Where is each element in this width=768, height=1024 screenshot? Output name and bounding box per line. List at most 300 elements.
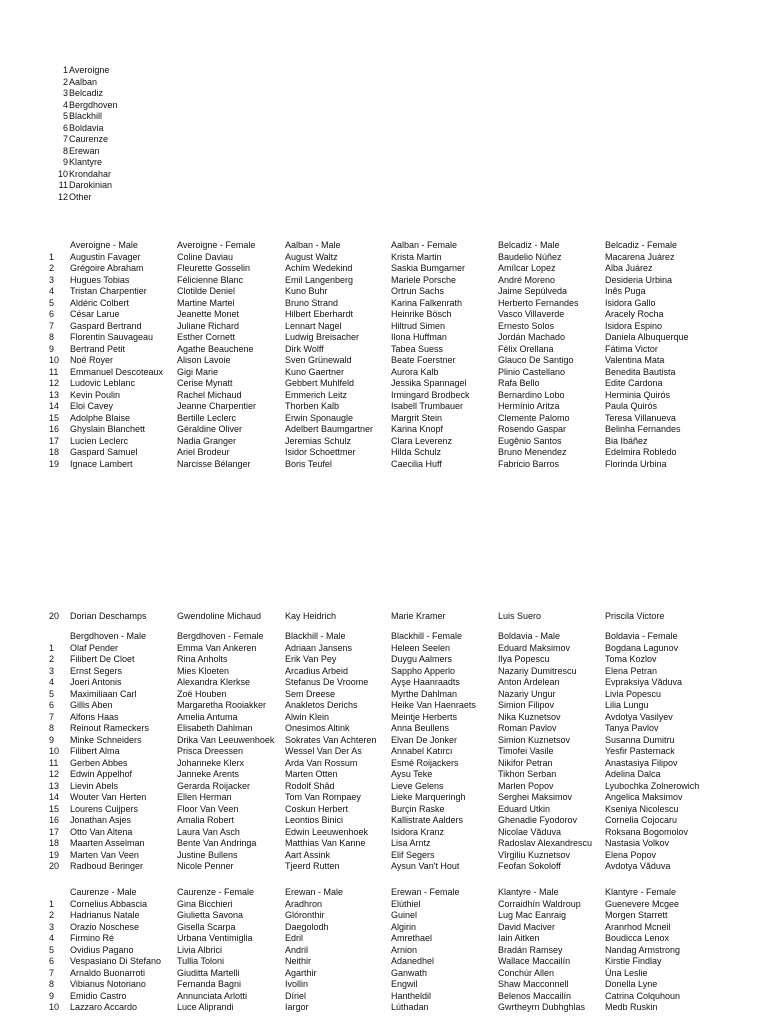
country-number: 11 xyxy=(58,180,68,190)
name-cell: Bia Ibáñez xyxy=(605,435,648,446)
row-number: 15 xyxy=(49,803,60,814)
name-table-averoigne-aalban-belcadiz xyxy=(0,240,768,623)
row-number: 9 xyxy=(49,343,55,354)
row-number: 6 xyxy=(49,956,55,966)
country-list-item xyxy=(55,169,118,181)
table-row xyxy=(0,275,768,287)
name-cell: Radoslav Alexandrescu xyxy=(498,838,593,848)
name-cell: Esther Cornett xyxy=(177,332,236,342)
country-name: Bergdhoven xyxy=(69,99,118,110)
name-cell: Ariel Brodeur xyxy=(177,447,230,457)
name-cell: Bradán Ramsey xyxy=(498,944,563,955)
name-cell: Zoë Houben xyxy=(177,688,227,699)
column-header: Bergdhoven - Female xyxy=(177,631,264,641)
name-cell: Shaw Macconnell xyxy=(498,979,569,989)
row-number: 12 xyxy=(49,378,60,388)
country-number: 4 xyxy=(62,99,68,110)
table-row xyxy=(0,447,768,459)
name-cell: Ghenadie Fyodorov xyxy=(498,815,578,825)
name-cell: Ludwig Breisacher xyxy=(285,332,360,342)
name-cell: Radboud Beringer xyxy=(70,861,144,871)
name-cell: Edelmira Robledo xyxy=(605,447,677,457)
name-cell: Heinrike Bösch xyxy=(391,309,452,319)
column-header: Erewan - Male xyxy=(285,887,344,897)
table-row xyxy=(0,643,768,655)
table-row xyxy=(0,378,768,390)
name-cell: Gisella Scarpa xyxy=(177,921,236,932)
name-cell: Edwin Leeuwenhoek xyxy=(285,826,369,837)
row-number: 1 xyxy=(49,642,55,653)
name-cell: Cerise Mynatt xyxy=(177,378,233,388)
name-cell: Vibianus Notoriano xyxy=(70,979,146,989)
name-cell: Belinha Fernandes xyxy=(605,424,681,434)
table-row xyxy=(0,910,768,922)
name-cell: Lieve Gelens xyxy=(391,780,444,791)
name-cell: Florentin Sauvageau xyxy=(70,332,154,342)
row-number: 4 xyxy=(49,677,55,687)
row-number: 6 xyxy=(49,309,55,319)
name-cell: Boris Teufel xyxy=(285,458,332,469)
name-cell: Emidio Castro xyxy=(70,990,127,1001)
name-cell: Arnion xyxy=(391,944,418,955)
name-cell: Ilona Huffman xyxy=(391,332,447,342)
name-cell: Isidora Espino xyxy=(605,320,663,331)
country-number: 10 xyxy=(57,168,68,179)
name-cell: Kirstie Findlay xyxy=(605,956,662,966)
name-cell: Matthias Van Kanne xyxy=(285,838,366,848)
name-cell: Mariele Porsche xyxy=(391,274,457,285)
name-cell: Florinda Urbina xyxy=(605,458,667,469)
name-cell: Feofan Sokoloff xyxy=(498,861,561,871)
name-cell: Gina Bicchieri xyxy=(177,898,233,909)
row-number: 2 xyxy=(49,910,55,920)
row-number: 15 xyxy=(49,412,60,423)
name-cell: Andril xyxy=(285,944,309,955)
name-cell: Coskun Herbert xyxy=(285,803,349,814)
name-cell: Avdotya Văduva xyxy=(605,861,671,871)
name-cell: Livia Albrici xyxy=(177,944,223,955)
table-row xyxy=(0,367,768,379)
row-number: 8 xyxy=(49,332,55,342)
row-number: 4 xyxy=(49,933,55,943)
name-cell: Amalia Robert xyxy=(177,815,235,825)
column-header: Erewan - Female xyxy=(391,887,460,897)
name-cell: Gerben Abbes xyxy=(70,757,128,768)
name-cell: Lazzaro Accardo xyxy=(70,1002,138,1012)
country-number: 7 xyxy=(62,134,68,144)
table-row xyxy=(0,436,768,448)
column-header: Aalban - Female xyxy=(391,240,458,250)
name-cell: Hilda Schulz xyxy=(391,447,442,457)
name-cell: Beate Foerstner xyxy=(391,355,456,365)
table-row xyxy=(0,838,768,850)
column-header: Belcadiz - Male xyxy=(498,240,560,250)
row-number: 17 xyxy=(49,435,60,446)
row-number: 10 xyxy=(49,1002,60,1012)
name-cell: Teresa Villanueva xyxy=(605,412,676,423)
name-cell: Vîrgiliu Kuznetsov xyxy=(498,849,571,860)
row-number: 1 xyxy=(49,251,55,262)
name-cell: Agarthir xyxy=(285,967,317,978)
table-row xyxy=(0,712,768,724)
name-table-bergdhoven-blackhill-boldavia xyxy=(0,631,768,873)
row-number: 19 xyxy=(49,849,60,860)
name-cell: Nikifor Petran xyxy=(498,757,553,768)
table-row xyxy=(0,424,768,436)
table-row xyxy=(0,991,768,1003)
table-row xyxy=(0,298,768,310)
name-cell: Bruno Strand xyxy=(285,297,339,308)
name-cell: Adelbert Baumgartner xyxy=(285,424,374,434)
name-cell: Hugues Tobias xyxy=(70,274,130,285)
country-name: Caurenze xyxy=(69,134,109,144)
name-cell: Saskia Bumgarner xyxy=(391,263,466,273)
name-cell: Kallistrate Aalders xyxy=(391,815,464,825)
row-number: 10 xyxy=(49,746,60,756)
name-cell: Filibert De Cloet xyxy=(70,654,135,664)
name-cell: Gebbert Muhlfeld xyxy=(285,378,355,388)
name-cell: Sven Grünewald xyxy=(285,355,352,365)
table-row xyxy=(0,286,768,298)
name-cell: Kseniya Nicolescu xyxy=(605,803,679,814)
name-cell: Aysun Van't Hout xyxy=(391,861,460,871)
name-cell: Bernardino Lobo xyxy=(498,389,565,400)
name-cell: Anastasiya Filipov xyxy=(605,757,678,768)
name-cell: Donella Lyne xyxy=(605,979,658,989)
name-cell: Clara Leverenz xyxy=(391,435,453,446)
row-number: 13 xyxy=(49,780,60,791)
country-name: Klantyre xyxy=(69,157,103,167)
name-cell: Úna Leslie xyxy=(605,967,648,978)
name-cell: Daegolodh xyxy=(285,921,329,932)
name-cell: Martine Martel xyxy=(177,297,235,308)
name-cell: Giuditta Martelli xyxy=(177,967,240,978)
table-row xyxy=(0,321,768,333)
name-cell: Emmanuel Descoteaux xyxy=(70,366,164,377)
name-cell: Aurora Kalb xyxy=(391,366,439,377)
name-cell: Meintje Herberts xyxy=(391,711,458,722)
name-cell: Isidora Gallo xyxy=(605,297,656,308)
name-cell: Prisca Dreessen xyxy=(177,746,244,756)
column-header: Averoigne - Male xyxy=(70,240,138,250)
name-cell: Nastasia Volkov xyxy=(605,838,670,848)
name-cell: Sappho Apperlo xyxy=(391,665,456,676)
name-cell: Annabel Katırcı xyxy=(391,746,453,756)
name-cell: Isabell Trumbauer xyxy=(391,401,464,411)
name-cell: Elena Petran xyxy=(605,665,658,676)
name-cell: Gaspard Samuel xyxy=(70,447,138,457)
name-cell: Priscila Victore xyxy=(605,611,665,621)
name-cell: Caecilia Huff xyxy=(391,458,442,469)
name-cell: Elvan De Jonker xyxy=(391,734,458,745)
country-list-item xyxy=(55,77,118,89)
column-header: Caurenze - Male xyxy=(70,887,137,897)
name-cell: Narcisse Bélanger xyxy=(177,458,251,469)
name-cell: Baudelio Núñez xyxy=(498,251,562,262)
name-cell: Gillis Aben xyxy=(70,700,113,710)
name-cell: Macarena Juárez xyxy=(605,251,675,262)
name-cell: Achim Wedekind xyxy=(285,263,353,273)
name-cell: Tullia Toloni xyxy=(177,956,225,966)
country-list-item xyxy=(55,123,118,135)
row-number: 8 xyxy=(49,723,55,733)
name-cell: Fleurette Gosselin xyxy=(177,263,251,273)
name-cell: Luce Aliprandi xyxy=(177,1002,234,1012)
name-cell: Giulietta Savona xyxy=(177,910,244,920)
name-cell: Ayşe Haanraadts xyxy=(391,677,460,687)
table-row xyxy=(0,677,768,689)
row-number: 5 xyxy=(49,297,55,308)
table-row xyxy=(0,933,768,945)
name-cell: Johanneke Klerx xyxy=(177,757,245,768)
name-cell: Díriel xyxy=(285,990,307,1001)
row-number: 5 xyxy=(49,688,55,699)
name-cell: Laura Van Asch xyxy=(177,826,240,837)
row-number: 14 xyxy=(49,792,60,802)
country-number: 12 xyxy=(57,191,68,202)
row-number: 17 xyxy=(49,826,60,837)
country-list-item xyxy=(55,157,118,169)
row-number: 7 xyxy=(49,967,55,978)
row-number: 8 xyxy=(49,979,55,989)
country-list-item xyxy=(55,146,118,158)
name-cell: Alison Lavoie xyxy=(177,355,231,365)
name-cell: Amelia Antuma xyxy=(177,711,238,722)
name-cell: Tikhon Serban xyxy=(498,769,557,779)
name-cell: Cornelia Cojocaru xyxy=(605,815,678,825)
name-cell: Nicolae Văduva xyxy=(498,826,562,837)
name-cell: Duygu Aalmers xyxy=(391,654,453,664)
name-cell: Nazariy Dumitrescu xyxy=(498,665,577,676)
column-header: Klantyre - Female xyxy=(605,887,677,897)
row-number: 9 xyxy=(49,734,55,745)
name-cell: Minke Schneiders xyxy=(70,734,142,745)
name-cell: Belenos Maccailín xyxy=(498,990,572,1001)
country-name: Other xyxy=(69,191,92,202)
country-number: 3 xyxy=(62,88,68,98)
column-header: Blackhill - Female xyxy=(391,631,463,641)
name-cell: Edite Cardona xyxy=(605,378,663,388)
name-cell: Jaime Sepúlveda xyxy=(498,286,568,296)
table-row xyxy=(0,815,768,827)
name-cell: Wallace Maccailín xyxy=(498,956,571,966)
name-cell: Angelica Maksimov xyxy=(605,792,683,802)
name-cell: Jeanne Charpentier xyxy=(177,401,257,411)
name-cell: Medb Ruskin xyxy=(605,1002,658,1012)
name-cell: Rodolf Shâd xyxy=(285,780,335,791)
table-row xyxy=(0,344,768,356)
name-cell: Aysu Teke xyxy=(391,769,433,779)
table-row xyxy=(0,861,768,873)
column-header: Boldavia - Male xyxy=(498,631,561,641)
name-cell: Lug Mac Eanraig xyxy=(498,910,567,920)
name-cell: Noé Royer xyxy=(70,355,114,365)
table-row xyxy=(0,735,768,747)
name-cell: Eduard Utkin xyxy=(498,803,551,814)
name-cell: Tjeerd Rutten xyxy=(285,861,340,871)
table-row xyxy=(0,666,768,678)
name-cell: Hiltrud Simen xyxy=(391,320,446,331)
name-cell: Thorben Kalb xyxy=(285,401,340,411)
name-cell: Hermínio Aritza xyxy=(498,401,560,411)
name-cell: Ghyslain Blanchett xyxy=(70,424,146,434)
name-cell: Gaspard Bertrand xyxy=(70,320,142,331)
row-number: 4 xyxy=(49,286,55,296)
name-cell: Olaf Pender xyxy=(70,642,119,653)
name-cell: Leontios Binici xyxy=(285,815,344,825)
table-header-row xyxy=(0,240,768,252)
country-number: 2 xyxy=(62,76,68,87)
name-cell: Aradhron xyxy=(285,898,323,909)
name-cell: Eloi Cavey xyxy=(70,401,114,411)
name-cell: Lievin Abels xyxy=(70,780,119,791)
name-cell: Alfons Haas xyxy=(70,711,119,722)
name-cell: Anakletos Derichs xyxy=(285,700,358,710)
name-cell: Sem Dreese xyxy=(285,688,336,699)
country-list-item xyxy=(55,88,118,100)
name-cell: Glauco De Santigo xyxy=(498,355,574,365)
name-cell: Jeanette Monet xyxy=(177,309,240,319)
country-name: Boldavia xyxy=(69,122,104,133)
name-cell: Bogdana Lagunov xyxy=(605,642,679,653)
name-cell: Emmerich Leitz xyxy=(285,389,348,400)
name-cell: Elúthiel xyxy=(391,898,421,909)
name-cell: Vespasiano Di Stefano xyxy=(70,956,162,966)
table-row xyxy=(0,723,768,735)
name-cell: Evpraksiya Văduva xyxy=(605,677,683,687)
name-cell: Annunciata Arlotti xyxy=(177,990,248,1001)
name-cell: Nicole Penner xyxy=(177,861,234,871)
column-header: Caurenze - Female xyxy=(177,887,255,897)
table-row xyxy=(0,781,768,793)
name-cell: Reinout Rameckers xyxy=(70,723,150,733)
name-cell: Filibert Alma xyxy=(70,746,120,756)
name-cell: Amílcar Lopez xyxy=(498,263,556,273)
table-row xyxy=(0,827,768,839)
name-cell: Arda Van Rossum xyxy=(285,757,358,768)
column-header: Klantyre - Male xyxy=(498,887,559,897)
name-cell: Tristan Charpentier xyxy=(70,286,147,296)
row-number: 14 xyxy=(49,401,60,411)
name-cell: Myrthe Dahlman xyxy=(391,688,458,699)
row-number: 3 xyxy=(49,665,55,676)
name-cell: Jonathan Asjes xyxy=(70,815,132,825)
name-cell: Margrit Stein xyxy=(391,412,443,423)
name-cell: Arcadius Arbeid xyxy=(285,665,349,676)
name-cell: Timofei Vasile xyxy=(498,746,554,756)
name-cell: Orazio Noschese xyxy=(70,921,140,932)
name-cell: Marten Otten xyxy=(285,769,338,779)
name-cell: Toma Kozlov xyxy=(605,654,657,664)
name-cell: Joeri Antonis xyxy=(70,677,122,687)
column-header: Aalban - Male xyxy=(285,240,341,250)
table-row xyxy=(0,401,768,413)
name-cell: Alwin Klein xyxy=(285,711,330,722)
name-cell: Elif Segers xyxy=(391,849,435,860)
country-list-item xyxy=(55,65,118,77)
name-cell: Valentina Mata xyxy=(605,355,665,365)
name-cell: Anton Ardelean xyxy=(498,677,560,687)
name-cell: Ellen Herman xyxy=(177,792,232,802)
name-cell: Lilia Lungu xyxy=(605,700,649,710)
name-cell: Floor Van Veen xyxy=(177,803,239,814)
name-cell: Ignace Lambert xyxy=(70,458,133,469)
name-cell: Guinel xyxy=(391,910,418,920)
name-cell: Glóronthir xyxy=(285,910,325,920)
name-cell: Livia Popescu xyxy=(605,688,662,699)
table-row xyxy=(0,309,768,321)
table-row xyxy=(0,654,768,666)
name-cell: Nandag Armstrong xyxy=(605,944,681,955)
name-cell: Ilya Popescu xyxy=(498,654,550,664)
row-number: 1 xyxy=(49,898,55,909)
country-list-item xyxy=(55,111,118,123)
table-row xyxy=(0,252,768,264)
name-cell: Simion Kuznetsov xyxy=(498,734,571,745)
name-cell: Inês Puga xyxy=(605,286,646,296)
name-cell: Heleen Seelen xyxy=(391,642,451,653)
name-cell: Fernanda Bagni xyxy=(177,979,242,989)
name-cell: Isidor Schoettmer xyxy=(285,447,356,457)
row-number: 10 xyxy=(49,355,60,365)
name-cell: Emil Langenberg xyxy=(285,274,354,285)
name-cell: Lisa Arntz xyxy=(391,838,431,848)
row-number: 19 xyxy=(49,458,60,469)
name-cell: Dorian Deschamps xyxy=(70,611,147,621)
row-number: 13 xyxy=(49,389,60,400)
name-cell: Elena Popov xyxy=(605,849,657,860)
name-cell: Alexandra Klerkse xyxy=(177,677,251,687)
row-number: 12 xyxy=(49,769,60,779)
name-cell: Ortrun Sachs xyxy=(391,286,445,296)
name-cell: Aranrhod Mcneil xyxy=(605,921,671,932)
table-row xyxy=(0,459,768,471)
row-number: 2 xyxy=(49,654,55,664)
name-cell: Lieke Marqueringh xyxy=(391,792,466,802)
name-cell: Eugênio Santos xyxy=(498,435,562,446)
name-cell: Jordán Machado xyxy=(498,332,566,342)
name-cell: Mies Kloeten xyxy=(177,665,230,676)
name-cell: Gerarda Roijacker xyxy=(177,780,251,791)
row-number: 20 xyxy=(49,611,60,621)
name-cell: Hadrianus Natale xyxy=(70,910,140,920)
name-cell: Karina Knopf xyxy=(391,424,444,434)
name-cell: Rafa Bello xyxy=(498,378,540,388)
name-cell: Alba Juárez xyxy=(605,263,653,273)
name-cell: Dirk Wolff xyxy=(285,343,324,354)
country-name: Blackhill xyxy=(69,111,103,121)
name-cell: Cornelius Abbascia xyxy=(70,898,148,909)
name-cell: Otto Van Altena xyxy=(70,826,133,837)
name-cell: Anna Beullens xyxy=(391,723,450,733)
name-cell: Luis Suero xyxy=(498,611,542,621)
column-header: Bergdhoven - Male xyxy=(70,631,147,641)
row-number: 9 xyxy=(49,990,55,1001)
name-cell: Boudicca Lenox xyxy=(605,933,670,943)
name-cell: Paula Quirós xyxy=(605,401,658,411)
table-row xyxy=(0,746,768,758)
table-row xyxy=(0,700,768,712)
table-row xyxy=(0,968,768,980)
country-number: 6 xyxy=(62,122,68,133)
country-list-item xyxy=(55,134,118,146)
name-cell: Grégoire Abraham xyxy=(70,263,144,273)
table-row xyxy=(0,355,768,367)
name-cell: Ganwath xyxy=(391,967,428,978)
name-cell: Coline Daviau xyxy=(177,251,234,262)
name-cell: Ludovic Leblanc xyxy=(70,378,136,388)
name-cell: Aart Assink xyxy=(285,849,331,860)
